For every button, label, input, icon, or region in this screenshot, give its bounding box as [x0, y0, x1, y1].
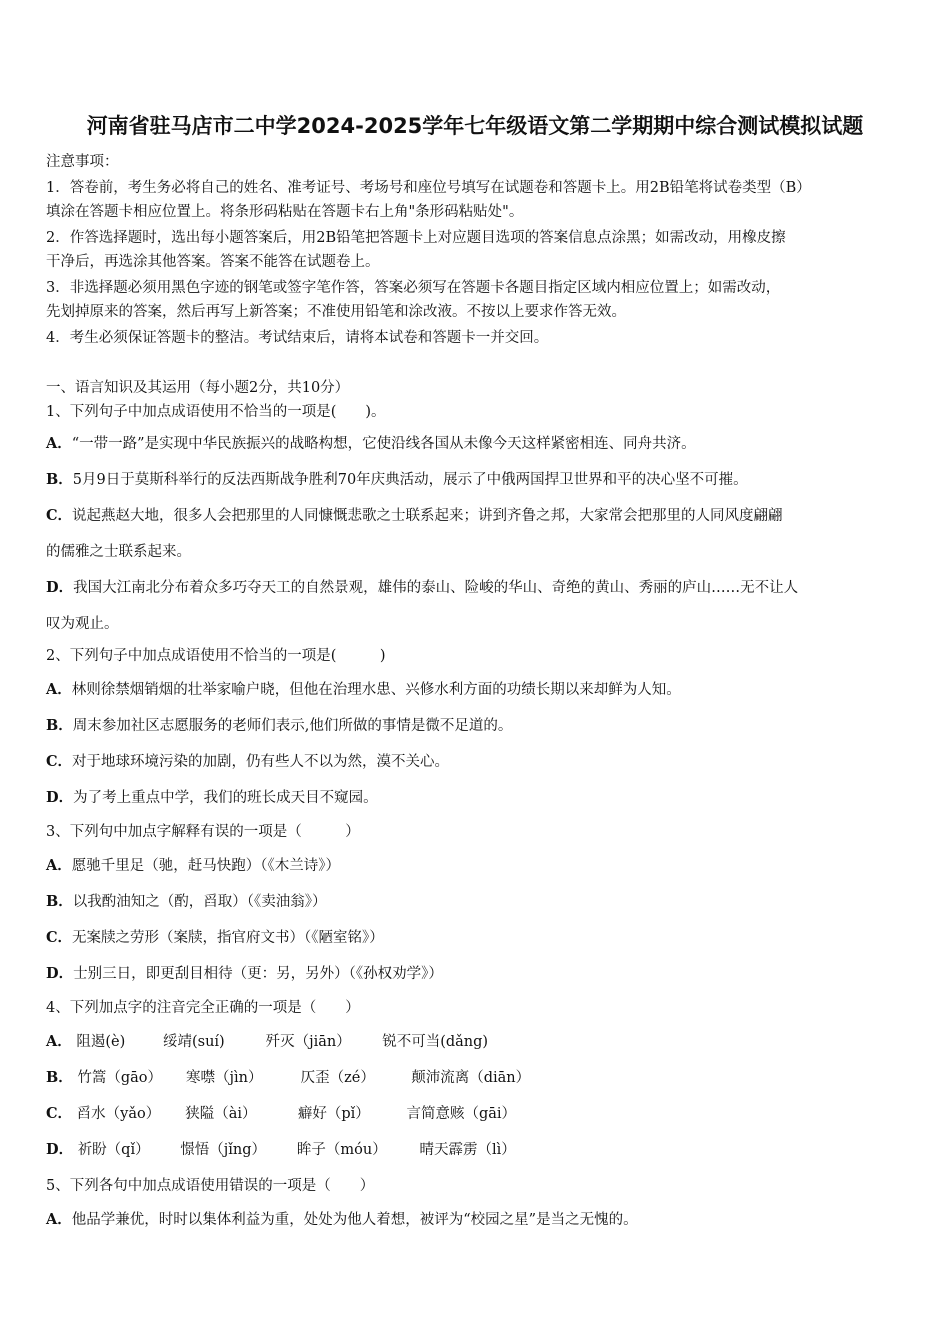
question-stem: 2、下列句子中加点成语使用不恰当的一项是( ) — [46, 648, 386, 664]
pinyin-item: 阻遏(è) — [76, 1034, 126, 1050]
pinyin-item: 言简意赅（gāi） — [406, 1106, 517, 1122]
option-a — [46, 856, 916, 876]
option-a — [46, 434, 916, 454]
option-text: 为了考上重点中学，我们的班长成天目不窥园。 — [73, 790, 378, 806]
notice-line: 填涂在答题卡相应位置上。将条形码粘贴在答题卡右上角"条形码粘贴处"。 — [46, 204, 524, 220]
option-text: 他品学兼优，时时以集体利益为重，处处为他人着想，被评为“校园之星”是当之无愧的。 — [71, 1212, 638, 1228]
pinyin-item: 舀水（yǎo） — [76, 1106, 161, 1122]
option-text: 周末参加社区志愿服务的老师们表示,他们所做的事情是微不足道的。 — [72, 718, 513, 734]
option-label: A． — [46, 435, 72, 452]
pinyin-item: 寒噤（jìn） — [185, 1070, 263, 1086]
option-d — [46, 964, 916, 984]
option-label: B． — [46, 717, 73, 734]
option-text: 以我酌油知之（酌，舀取）（《卖油翁》） — [72, 894, 327, 910]
option-c — [46, 506, 916, 526]
notice-heading: 注意事项： — [46, 154, 119, 170]
pinyin-item: 憬悟（jǐng） — [180, 1142, 267, 1158]
question-stem: 1、下列句子中加点成语使用不恰当的一项是( )。 — [46, 404, 386, 420]
pinyin-item: 绥靖(suí) — [162, 1034, 225, 1050]
pinyin-item: 晴天霹雳（lì） — [419, 1142, 516, 1158]
notice-line: 4．考生必须保证答题卡的整洁。考试结束后，请将本试卷和答题卡一并交回。 — [46, 330, 549, 346]
option-label: C． — [46, 929, 73, 946]
option-label: B． — [46, 893, 73, 910]
option-label: D． — [46, 579, 74, 596]
exam-title: 河南省驻马店市二中学2024-2025学年七年级语文第二学期期中综合测试模拟试题 — [86, 114, 864, 138]
option-text: 无案牍之劳形（案牍，指官府文书）（《陋室铭》） — [72, 930, 384, 946]
pinyin-item: 眸子（móu） — [296, 1142, 387, 1158]
pinyin-item: 颠沛流离（diān） — [411, 1070, 531, 1086]
notice-line: 3．非选择题必须用黑色字迹的钢笔或签字笔作答，答案必须写在答题卡各题目指定区域内相应位置上；如需改动， — [46, 280, 781, 296]
option-text: 说起燕赵大地，很多人会把那里的人同慷慨悲歌之士联系起来；讲到齐鲁之邦，大家常会把那里的人同风度翩翩 — [72, 508, 783, 524]
option-label: A． — [46, 1033, 72, 1050]
section-heading: 一、语言知识及其运用（每小题2分，共10分） — [46, 380, 350, 396]
option-b — [46, 470, 916, 490]
option-label: A． — [46, 857, 72, 874]
pinyin-item: 癖好（pǐ） — [297, 1106, 370, 1122]
notice-line: 先划掉原来的答案，然后再写上新答案；不准使用铅笔和涂改液。不按以上要求作答无效。 — [46, 304, 626, 320]
option-c — [46, 752, 916, 772]
pinyin-item: 竹篙（gāo） — [77, 1070, 163, 1086]
option-text: 林则徐禁烟销烟的壮举家喻户晓，但他在治理水患、兴修水利方面的功绩长期以来却鲜为人知。 — [71, 682, 681, 698]
option-c — [46, 1104, 916, 1124]
option-text: 5月9日于莫斯科举行的反法西斯战争胜利70年庆典活动，展示了中俄两国捍卫世界和平的决心坚不可摧。 — [72, 472, 748, 488]
question-stem: 3、下列句中加点字解释有误的一项是（ ） — [46, 824, 360, 840]
pinyin-item: 祈盼（qǐ） — [77, 1142, 150, 1158]
option-label: C． — [46, 507, 73, 524]
question-stem: 4、下列加点字的注音完全正确的一项是（ ） — [46, 1000, 360, 1016]
notice-line: 1．答卷前，考生务必将自己的姓名、准考证号、考场号和座位号填写在试题卷和答题卡上。用2B铅笔将试卷类型（B） — [46, 180, 811, 196]
option-d — [46, 788, 916, 808]
option-text: 愿驰千里足（驰，赶马快跑）（《木兰诗》） — [71, 858, 341, 874]
option-d — [46, 1140, 916, 1160]
option-text: “一带一路”是实现中华民族振兴的战略构想，它使沿线各国从未像今天这样紧密相连、同舟共济。 — [71, 436, 696, 452]
option-label: D． — [46, 789, 74, 806]
option-label: A． — [46, 1211, 72, 1228]
option-c-cont: 的儒雅之士联系起来。 — [46, 544, 191, 560]
option-c — [46, 928, 916, 948]
pinyin-item: 仄歪（zé） — [300, 1070, 375, 1086]
option-a — [46, 680, 916, 700]
notice-line: 干净后，再选涂其他答案。答案不能答在试题卷上。 — [46, 254, 380, 270]
pinyin-item: 锐不可当(dǎng) — [382, 1034, 489, 1050]
option-text: 士别三日，即更刮目相待（更：另，另外）（《孙权劝学》） — [73, 966, 443, 982]
option-label: C． — [46, 1105, 73, 1122]
option-a — [46, 1032, 916, 1052]
option-text: 我国大江南北分布着众多巧夺天工的自然景观，雄伟的泰山、险峻的华山、奇绝的黄山、秀丽的庐山……无不让人 — [73, 580, 799, 596]
option-text: 对于地球环境污染的加剧，仍有些人不以为然，漠不关心。 — [72, 754, 450, 770]
notice-line: 2．作答选择题时，选出每小题答案后，用2B铅笔把答题卡上对应题目选项的答案信息点涂黑；如需改动，用橡皮擦 — [46, 230, 786, 246]
option-b — [46, 892, 916, 912]
option-d-cont: 叹为观止。 — [46, 616, 119, 632]
option-label: C． — [46, 753, 73, 770]
option-b — [46, 1068, 916, 1088]
option-d — [46, 578, 916, 598]
option-label: D． — [46, 1141, 74, 1158]
option-label: A． — [46, 681, 72, 698]
option-label: D． — [46, 965, 74, 982]
pinyin-item: 歼灭（jiān） — [265, 1034, 351, 1050]
option-a — [46, 1210, 916, 1230]
pinyin-item: 狭隘（ài） — [185, 1106, 257, 1122]
question-stem: 5、下列各句中加点成语使用错误的一项是（ ） — [46, 1178, 375, 1194]
option-label: B． — [46, 471, 73, 488]
option-label: B． — [46, 1069, 73, 1086]
option-b — [46, 716, 916, 736]
